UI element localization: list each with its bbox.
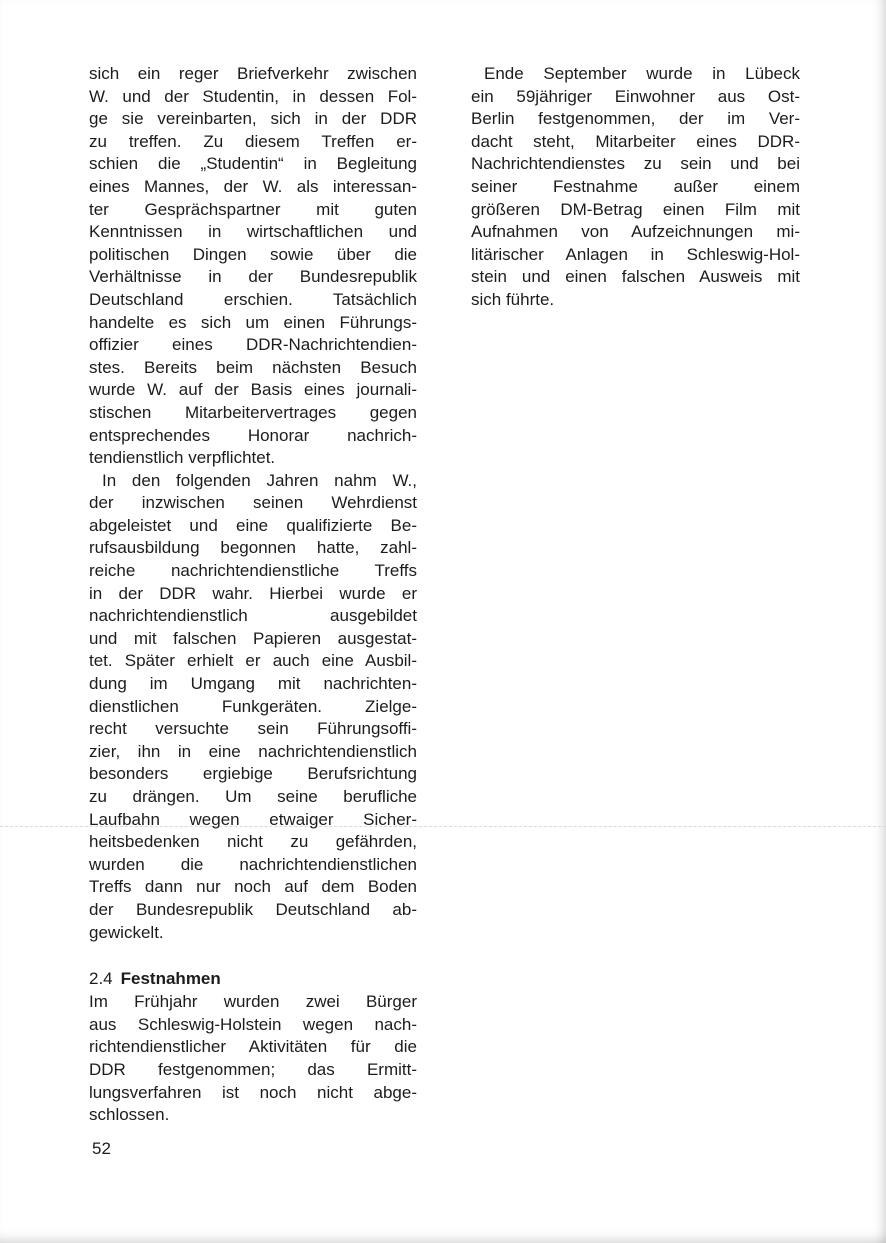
text-line: besonders ergiebige Berufsrichtung — [89, 764, 417, 784]
text-line: stein und einen falschen Ausweis mit — [471, 267, 800, 287]
text-line: ge sie vereinbarten, sich in der DDR — [89, 109, 417, 129]
text-line: der Bundesrepublik Deutschland ab- — [89, 899, 417, 919]
text-line: Treffs dann nur noch auf dem Boden — [89, 877, 417, 897]
text-line: wurden die nachrichtendienstlichen — [89, 854, 417, 874]
text-line: Kenntnissen in wirtschaftlichen und — [89, 222, 417, 242]
text-line: W. und der Studentin, in dessen Fol- — [89, 86, 417, 106]
text-line: recht versuchte sein Führungsoffi- — [89, 719, 417, 739]
text-line: gewickelt. — [89, 922, 164, 942]
section-number: 2.4 — [89, 969, 113, 989]
text-line: offizier eines DDR-Nachrichtendien- — [89, 335, 417, 355]
text-line: reiche nachrichtendienstliche Treffs — [89, 561, 417, 581]
text-line: entsprechendes Honorar nachrich- — [89, 425, 417, 445]
left-column — [89, 63, 417, 1127]
text-line: zu treffen. Zu diesem Treffen er- — [89, 131, 417, 151]
text-line: seiner Festnahme außer einem — [471, 176, 800, 196]
text-line: größeren DM-Betrag einen Film mit — [471, 199, 800, 219]
text-line: sich ein reger Briefverkehr zwischen — [89, 64, 417, 83]
text-line: litärischer Anlagen in Schleswig-Hol- — [471, 244, 800, 264]
text-line: in der DDR wahr. Hierbei wurde er — [89, 583, 417, 603]
text-line: handelte es sich um einen Führungs- — [89, 312, 417, 332]
page-number: 52 — [92, 1139, 111, 1158]
text-line: heitsbedenken nicht zu gefährden, — [89, 832, 417, 852]
section-title: Festnahmen — [120, 969, 221, 989]
text-line: dacht steht, Mitarbeiter eines DDR- — [471, 131, 800, 151]
text-line: zu drängen. Um seine berufliche — [89, 787, 417, 806]
text-line: eines Mannes, der W. als interessan- — [89, 176, 417, 196]
paragraph-briefverkehr — [89, 63, 417, 470]
text-line: Aufnahmen von Aufzeichnungen mi- — [471, 222, 800, 242]
text-line: der inzwischen seinen Wehrdienst — [89, 493, 417, 513]
text-line: und mit falschen Papieren ausgestat- — [89, 628, 417, 648]
text-line: schien die „Studentin“ in Begleitung — [89, 154, 417, 174]
text-line: tet. Später erhielt er auch eine Ausbil- — [89, 651, 417, 671]
text-line: richtendienstlicher Aktivitäten für die — [89, 1037, 417, 1057]
text-line: dienstlichen Funkgeräten. Zielge- — [89, 696, 417, 716]
text-line: lungsverfahren ist noch nicht abge- — [89, 1082, 417, 1102]
right-column — [471, 63, 800, 312]
text-line: dung im Umgang mit nachrichten- — [89, 674, 417, 694]
text-line: sich führte. — [471, 289, 555, 309]
text-line: Laufbahn wegen etwaiger Sicher- — [89, 809, 417, 829]
text-line: rufsausbildung begonnen hatte, zahl- — [89, 538, 417, 558]
text-line: ter Gesprächspartner mit guten — [89, 199, 417, 219]
text-line: Ende September wurde in Lübeck — [484, 64, 800, 83]
text-line: DDR festgenommen; das Ermitt- — [89, 1059, 417, 1079]
text-line: ein 59jähriger Einwohner aus Ost- — [471, 86, 800, 106]
text-line: Verhältnisse in der Bundesrepublik — [89, 267, 417, 287]
text-line: Nachrichtendienstes zu sein und bei — [471, 154, 800, 174]
paragraph-folgende-jahre — [89, 470, 417, 944]
text-line: zier, ihn in eine nachrichtendienstlich — [89, 741, 417, 761]
text-line: aus Schleswig-Holstein wegen nach- — [89, 1014, 417, 1034]
text-line: politischen Dingen sowie über die — [89, 244, 417, 264]
text-line: stes. Bereits beim nächsten Besuch — [89, 357, 417, 377]
text-line: Deutschland erschien. Tatsächlich — [89, 289, 417, 309]
text-line: stischen Mitarbeitervertrages gegen — [89, 402, 417, 422]
text-line: wurde W. auf der Basis eines journali- — [89, 380, 417, 400]
text-line: tendienstlich verpflichtet. — [89, 448, 276, 468]
paragraph-luebeck — [471, 63, 800, 312]
text-line: Berlin festgenommen, der im Ver- — [471, 109, 800, 129]
paragraph-festnahmen — [89, 991, 417, 1127]
text-line: abgeleistet und eine qualifizierte Be- — [89, 515, 417, 535]
text-line: In den folgenden Jahren nahm W., — [102, 470, 417, 490]
section-heading — [89, 967, 417, 991]
text-line: Im Frühjahr wurden zwei Bürger — [89, 992, 417, 1012]
text-line: schlossen. — [89, 1105, 170, 1125]
text-line: nachrichtendienstlich ausgebildet — [89, 606, 417, 626]
